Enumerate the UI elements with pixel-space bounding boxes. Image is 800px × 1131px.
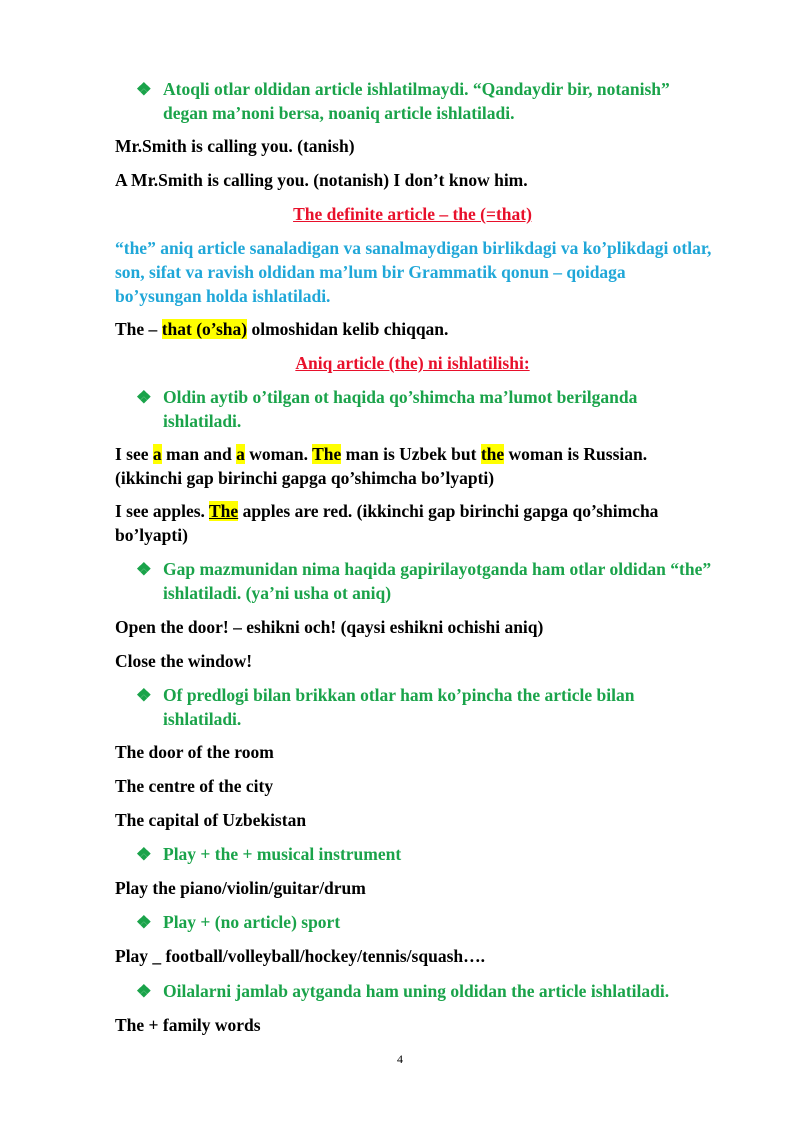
text-part: woman is Russian. (ikkinchi gap birinchi gapga qo’shimcha bo’lyapti) [115, 444, 648, 488]
bullet-icon: ❖ [136, 79, 152, 99]
rule-text: Oilalarni jamlab aytganda ham uning oldidan the article ishlatiladi. [163, 981, 670, 1001]
example-sentence: Play _ football/volleyball/hockey/tennis/squash…. [115, 946, 485, 966]
rule-text: Atoqli otlar oldidan article ishlatilmaydi. “Qandaydir bir, notanish” degan ma’noni bersa, noaniq article ishlatiladi. [163, 79, 670, 123]
rule-text: Play + (no article) sport [163, 912, 341, 932]
example-sentence: Open the door! – eshikni och! (qaysi eshikni ochishi aniq) [115, 617, 544, 637]
rule-text: Play + the + musical instrument [163, 844, 402, 864]
bullet-rule-mentioned-before [136, 385, 716, 433]
bullet-icon: ❖ [136, 912, 152, 932]
example-paragraph [115, 442, 705, 490]
bullet-rule-of-preposition [136, 683, 716, 731]
section-heading [115, 202, 710, 226]
bullet-icon: ❖ [136, 387, 152, 407]
example-sentence: Close the window! [115, 651, 253, 671]
highlighted-text: The [312, 444, 342, 464]
section-heading [115, 351, 710, 375]
text-part: The – [115, 319, 162, 339]
text-part: apples are red. (ikkinchi gap birinchi gapga qo’shimcha bo’lyapti) [115, 501, 659, 545]
highlighted-text: a [152, 444, 162, 464]
rule-text: Oldin aytib o’tilgan ot haqida qo’shimcha ma’lumot berilganda ishlatiladi. [163, 387, 638, 431]
text-part: woman. [244, 444, 313, 464]
example-sentence: The capital of Uzbekistan [115, 810, 307, 830]
example-sentence: Play the piano/violin/guitar/drum [115, 878, 366, 898]
example-sentence: The + family words [115, 1015, 261, 1035]
example-sentence: The door of the room [115, 742, 274, 762]
page-number: 4 [397, 1052, 403, 1066]
rule-text: Gap mazmunidan nima haqida gapirilayotganda ham otlar oldidan “the” ishlatiladi. (ya’ni usha ot aniq) [163, 559, 712, 603]
rule-text: Of predlogi bilan brikkan otlar ham ko’pincha the article bilan ishlatiladi. [163, 685, 635, 729]
origin-sentence [115, 317, 715, 341]
highlighted-text: that (o’sha) [161, 319, 248, 339]
bullet-icon: ❖ [136, 685, 152, 705]
bullet-rule-family [136, 979, 716, 1003]
text-part: olmoshidan kelib chiqqan. [247, 319, 449, 339]
heading-text: The definite article – the (=that) [293, 204, 532, 224]
example-paragraph [115, 499, 715, 547]
bullet-icon: ❖ [136, 844, 152, 864]
highlighted-text: a [236, 444, 245, 464]
intro-paragraph: “the” aniq article sanaladigan va sanalmaydigan birlikdagi va ko’plikdagi otlar, son, sifat va ravish oldidan ma’lum bir Grammatik qonun – qoidaga bo’ysungan holda ishlatiladi. [115, 238, 712, 306]
example-sentence: The centre of the city [115, 776, 274, 796]
bullet-rule-context [136, 557, 716, 605]
text-part: I see [115, 444, 153, 464]
text-part: I see apples. [115, 501, 209, 521]
highlighted-text: The [209, 501, 239, 521]
bullet-icon: ❖ [136, 981, 152, 1001]
heading-text: Aniq article (the) ni ishlatilishi: [295, 353, 530, 373]
bullet-rule-instrument [136, 842, 716, 866]
bullet-rule-sport [136, 910, 716, 934]
example-sentence: Mr.Smith is calling you. (tanish) [115, 136, 355, 156]
highlighted-text: the [480, 444, 505, 464]
bullet-rule-proper-nouns [136, 77, 716, 125]
text-part: man and [161, 444, 237, 464]
example-sentence: A Mr.Smith is calling you. (notanish) I don’t know him. [115, 170, 528, 190]
text-part: man is Uzbek but [341, 444, 481, 464]
bullet-icon: ❖ [136, 559, 152, 579]
